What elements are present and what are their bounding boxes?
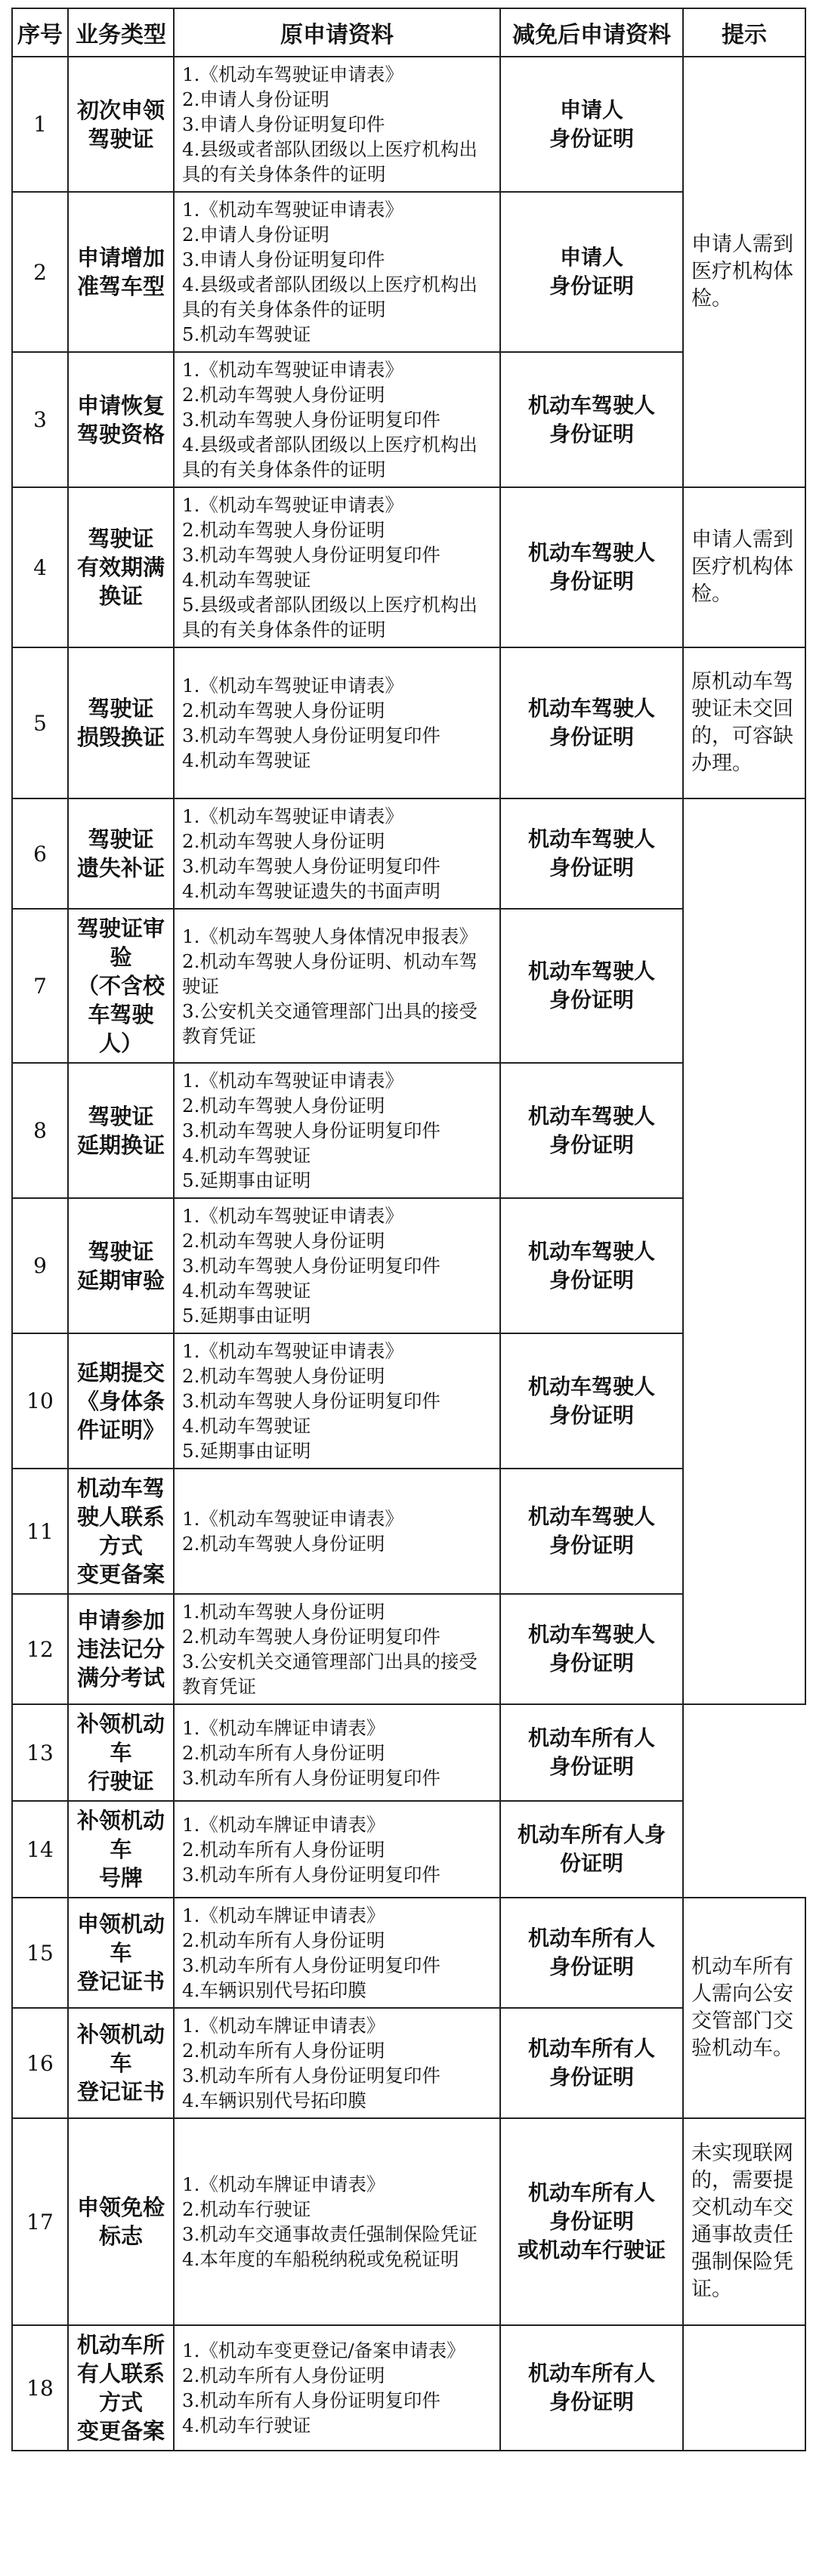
row-original-materials: [174, 1594, 500, 1704]
material-item: 4.县级或者部队团级以上医疗机构出具的有关身体条件的证明: [182, 273, 478, 320]
material-item: 4.车辆识别代号拓印膜: [182, 1979, 366, 2001]
header-tips: 提示: [683, 8, 805, 57]
material-item: 1.《机动车驾驶证申请表》: [182, 63, 403, 85]
row-business-type: 申请恢复驾驶资格: [68, 352, 174, 487]
material-item: 1.《机动车驾驶证申请表》: [182, 805, 403, 827]
material-item: 4.机动车驾驶证: [182, 1415, 311, 1437]
row-business-type: 申请参加违法记分满分考试: [68, 1594, 174, 1704]
material-item: 2.机动车所有人身份证明: [182, 1929, 385, 1951]
row-business-type: 补领机动车 登记证书: [68, 2008, 174, 2118]
row-reduced-materials: 机动车驾驶人 身份证明: [500, 1594, 683, 1704]
row-tip: [683, 798, 805, 1704]
row-original-materials: [174, 798, 500, 909]
table-row: [12, 57, 805, 192]
row-business-type: 驾驶证 损毁换证: [68, 647, 174, 798]
row-business-type: 初次申领 驾驶证: [68, 57, 174, 192]
row-business-type: 驾驶证 延期换证: [68, 1063, 174, 1198]
material-item: 2.申请人身份证明: [182, 224, 329, 246]
row-tip: 未实现联网的，需要提交机动车交通事故责任强制保险凭证。: [683, 2118, 805, 2325]
material-item: 1.《机动车变更登记/备案申请表》: [182, 2340, 465, 2361]
row-seq: 15: [12, 1898, 68, 2008]
material-item: 5.机动车驾驶证: [182, 323, 311, 345]
material-item: 5.延期事由证明: [182, 1169, 311, 1191]
material-item: 5.延期事由证明: [182, 1305, 311, 1327]
row-reduced-materials: 机动车驾驶人 身份证明: [500, 1469, 683, 1594]
material-item: 2.机动车驾驶人身份证明: [182, 1533, 385, 1555]
table-row: [12, 647, 805, 798]
material-item: 5.延期事由证明: [182, 1440, 311, 1462]
row-reduced-materials: 机动车所有人 身份证明 或机动车行驶证: [500, 2118, 683, 2325]
material-item: 3.公安机关交通管理部门出具的接受教育凭证: [182, 999, 478, 1047]
material-item: 3.机动车驾驶人身份证明复印件: [182, 544, 440, 566]
row-original-materials: [174, 1704, 500, 1801]
row-reduced-materials: 申请人 身份证明: [500, 192, 683, 352]
row-original-materials: [174, 1333, 500, 1469]
material-item: 1.《机动车牌证申请表》: [182, 1904, 385, 1926]
material-item: 3.机动车所有人身份证明复印件: [182, 2065, 440, 2086]
row-reduced-materials: 机动车驾驶人 身份证明: [500, 1198, 683, 1333]
row-reduced-materials: 机动车所有人 身份证明: [500, 1898, 683, 2008]
row-tip: 原机动车驾驶证未交回的，可容缺办理。: [683, 647, 805, 798]
row-seq: 4: [12, 487, 68, 647]
row-seq: 8: [12, 1063, 68, 1198]
row-reduced-materials: 机动车所有人 身份证明: [500, 2325, 683, 2451]
row-business-type: 机动车驾驶人联系方式 变更备案: [68, 1469, 174, 1594]
row-original-materials: [174, 192, 500, 352]
material-item: 1.《机动车牌证申请表》: [182, 1716, 385, 1739]
reduction-table: [11, 8, 806, 2451]
row-reduced-materials: 机动车驾驶人 身份证明: [500, 909, 683, 1063]
material-item: 1.《机动车驾驶证申请表》: [182, 675, 403, 697]
table-row: [12, 487, 805, 647]
material-item: 2.机动车驾驶人身份证明: [182, 1095, 385, 1117]
material-item: 2.机动车驾驶人身份证明: [182, 700, 385, 721]
row-original-materials: [174, 57, 500, 192]
row-reduced-materials: 机动车所有人 身份证明: [500, 1704, 683, 1801]
row-original-materials: [174, 487, 500, 647]
material-item: 3.机动车驾驶人身份证明复印件: [182, 724, 440, 746]
row-original-materials: [174, 2008, 500, 2118]
material-item: 2.机动车驾驶人身份证明、机动车驾驶证: [182, 950, 478, 997]
material-item: 1.《机动车驾驶证申请表》: [182, 1340, 403, 1362]
material-item: 3.机动车所有人身份证明复印件: [182, 1766, 440, 1789]
material-item: 2.机动车驾驶人身份证明: [182, 384, 385, 406]
material-item: 3.申请人身份证明复印件: [182, 113, 385, 135]
row-business-type: 机动车所有人联系方式 变更备案: [68, 2325, 174, 2451]
material-item: 2.机动车所有人身份证明: [182, 2364, 385, 2386]
table-row: [12, 1704, 805, 1801]
row-original-materials: [174, 647, 500, 798]
material-item: 3.机动车交通事故责任强制保险凭证: [182, 2223, 478, 2245]
row-seq: 17: [12, 2118, 68, 2325]
row-business-type: 申请增加准驾车型: [68, 192, 174, 352]
row-original-materials: [174, 1469, 500, 1594]
row-seq: 1: [12, 57, 68, 192]
row-seq: 18: [12, 2325, 68, 2451]
row-seq: 9: [12, 1198, 68, 1333]
material-item: 1.《机动车驾驶人身体情况申报表》: [182, 925, 478, 947]
material-item: 2.机动车驾驶人身份证明复印件: [182, 1626, 440, 1648]
material-item: 1.《机动车驾驶证申请表》: [182, 1070, 403, 1092]
row-tip: 机动车所有人需向公安交管部门交验机动车。: [683, 1898, 805, 2118]
material-item: 1.《机动车驾驶证申请表》: [182, 199, 403, 221]
row-original-materials: [174, 2325, 500, 2451]
material-item: 1.《机动车驾驶证申请表》: [182, 359, 403, 381]
material-item: 1.《机动车牌证申请表》: [182, 2173, 385, 2195]
material-item: 2.机动车驾驶人身份证明: [182, 1365, 385, 1387]
material-item: 1.《机动车牌证申请表》: [182, 1813, 385, 1836]
material-item: 3.机动车所有人身份证明复印件: [182, 2389, 440, 2411]
header-business-type: 业务类型: [68, 8, 174, 57]
material-item: 3.机动车所有人身份证明复印件: [182, 1954, 440, 1976]
material-item: 4.机动车行驶证: [182, 2414, 311, 2436]
row-original-materials: [174, 1198, 500, 1333]
row-business-type: 补领机动车 号牌: [68, 1801, 174, 1898]
row-original-materials: [174, 2118, 500, 2325]
row-seq: 12: [12, 1594, 68, 1704]
header-original-materials: 原申请资料: [174, 8, 500, 57]
row-seq: 14: [12, 1801, 68, 1898]
material-item: 4.机动车驾驶证: [182, 569, 311, 591]
material-item: 3.机动车驾驶人身份证明复印件: [182, 1255, 440, 1277]
row-seq: 7: [12, 909, 68, 1063]
header-reduced-materials: 减免后申请资料: [500, 8, 683, 57]
material-item: 1.《机动车驾驶证申请表》: [182, 1205, 403, 1227]
row-seq: 16: [12, 2008, 68, 2118]
material-item: 4.车辆识别代号拓印膜: [182, 2090, 366, 2111]
material-item: 1.《机动车牌证申请表》: [182, 2015, 385, 2037]
row-business-type: 延期提交 《身体条件证明》: [68, 1333, 174, 1469]
row-reduced-materials: 机动车驾驶人 身份证明: [500, 1063, 683, 1198]
table-header-row: [12, 8, 805, 57]
row-original-materials: [174, 1801, 500, 1898]
row-tip: [683, 2325, 805, 2451]
material-item: 2.机动车驾驶人身份证明: [182, 1230, 385, 1252]
row-business-type: 驾驶证 遗失补证: [68, 798, 174, 909]
row-reduced-materials: 机动车驾驶人 身份证明: [500, 647, 683, 798]
material-item: 2.机动车驾驶人身份证明: [182, 519, 385, 541]
material-item: 2.机动车驾驶人身份证明: [182, 830, 385, 852]
material-item: 4.机动车驾驶证: [182, 749, 311, 771]
row-reduced-materials: 机动车驾驶人 身份证明: [500, 352, 683, 487]
material-item: 4.机动车驾驶证遗失的书面声明: [182, 880, 440, 902]
material-item: 1.《机动车驾驶证申请表》: [182, 494, 403, 516]
row-reduced-materials: 机动车所有人身份证明: [500, 1801, 683, 1898]
row-tip: 申请人需到医疗机构体检。: [683, 487, 805, 647]
material-item: 3.机动车驾驶人身份证明复印件: [182, 1120, 440, 1141]
material-item: 3.机动车驾驶人身份证明复印件: [182, 409, 440, 431]
row-business-type: 补领机动车 行驶证: [68, 1704, 174, 1801]
material-item: 2.申请人身份证明: [182, 88, 329, 110]
material-item: 3.机动车驾驶人身份证明复印件: [182, 1390, 440, 1412]
row-business-type: 驾驶证 延期审验: [68, 1198, 174, 1333]
row-seq: 3: [12, 352, 68, 487]
material-item: 5.县级或者部队团级以上医疗机构出具的有关身体条件的证明: [182, 594, 478, 641]
table-row: [12, 798, 805, 909]
row-seq: 2: [12, 192, 68, 352]
table-row: [12, 1898, 805, 2008]
material-item: 4.机动车驾驶证: [182, 1144, 311, 1166]
row-business-type: 申领机动车 登记证书: [68, 1898, 174, 2008]
material-item: 3.机动车所有人身份证明复印件: [182, 1863, 440, 1886]
material-item: 1.机动车驾驶人身份证明: [182, 1601, 385, 1623]
row-original-materials: [174, 352, 500, 487]
material-item: 4.机动车驾驶证: [182, 1280, 311, 1302]
table-row: [12, 2118, 805, 2325]
material-item: 3.公安机关交通管理部门出具的接受教育凭证: [182, 1651, 478, 1697]
row-reduced-materials: 机动车所有人 身份证明: [500, 2008, 683, 2118]
table-row: [12, 2325, 805, 2451]
row-reduced-materials: 申请人 身份证明: [500, 57, 683, 192]
row-business-type: 申领免检 标志: [68, 2118, 174, 2325]
row-seq: 10: [12, 1333, 68, 1469]
material-item: 1.《机动车驾驶证申请表》: [182, 1508, 403, 1530]
table-row: [12, 1801, 805, 1898]
material-item: 4.县级或者部队团级以上医疗机构出具的有关身体条件的证明: [182, 138, 478, 185]
row-tip: 申请人需到医疗机构体检。: [683, 57, 805, 487]
material-item: 4.本年度的车船税纳税或免税证明: [182, 2248, 459, 2270]
material-item: 3.申请人身份证明复印件: [182, 249, 385, 270]
row-reduced-materials: 机动车驾驶人 身份证明: [500, 798, 683, 909]
row-business-type: 驾驶证 有效期满 换证: [68, 487, 174, 647]
row-seq: 5: [12, 647, 68, 798]
row-business-type: 驾驶证审验 （不含校车驾驶人）: [68, 909, 174, 1063]
material-item: 3.机动车驾驶人身份证明复印件: [182, 855, 440, 877]
material-item: 4.县级或者部队团级以上医疗机构出具的有关身体条件的证明: [182, 434, 478, 480]
row-original-materials: [174, 1898, 500, 2008]
row-seq: 6: [12, 798, 68, 909]
header-seq: 序号: [12, 8, 68, 57]
row-seq: 11: [12, 1469, 68, 1594]
material-item: 2.机动车所有人身份证明: [182, 1838, 385, 1861]
row-original-materials: [174, 1063, 500, 1198]
row-reduced-materials: 机动车驾驶人 身份证明: [500, 487, 683, 647]
material-item: 2.机动车所有人身份证明: [182, 1741, 385, 1764]
material-item: 2.机动车所有人身份证明: [182, 2040, 385, 2062]
row-original-materials: [174, 909, 500, 1063]
material-item: 2.机动车行驶证: [182, 2198, 311, 2220]
row-seq: 13: [12, 1704, 68, 1801]
row-reduced-materials: 机动车驾驶人 身份证明: [500, 1333, 683, 1469]
